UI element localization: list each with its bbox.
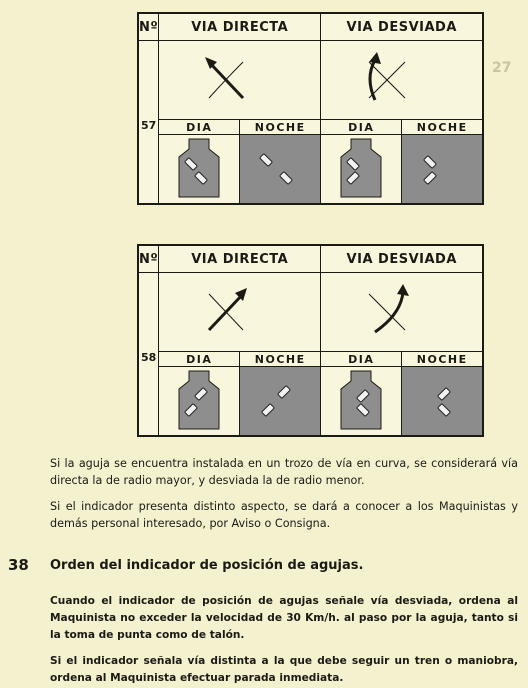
dia-label: DIA xyxy=(321,120,402,135)
via-directa-header: VIA DIRECTA xyxy=(159,245,321,273)
row-number: 57 xyxy=(140,118,157,132)
num-header: Nº xyxy=(138,245,159,273)
diagram-direct xyxy=(159,273,321,352)
row-number: 58 xyxy=(140,350,157,364)
signal-day-direct xyxy=(159,367,240,437)
diagram-diverted xyxy=(321,41,484,120)
signal-table-58 xyxy=(137,244,484,437)
signal-night-diverted xyxy=(402,367,484,437)
signal-table-57 xyxy=(137,12,484,205)
noche-label: NOCHE xyxy=(402,120,484,135)
signal-day-diverted xyxy=(321,135,402,205)
noche-label: NOCHE xyxy=(240,352,321,367)
via-desviada-header: VIA DESVIADA xyxy=(321,245,484,273)
signal-night-diverted xyxy=(402,135,484,205)
diagram-direct xyxy=(159,41,321,120)
signal-night-direct xyxy=(240,135,321,205)
noche-label: NOCHE xyxy=(402,352,484,367)
dia-label: DIA xyxy=(159,352,240,367)
ghost-page-number: 27 xyxy=(492,60,512,76)
paragraph-curve: Si la aguja se encuentra instalada en un trozo de vía en curva, se considerará vía directa la de radio mayor, y desviada la de radio menor. xyxy=(50,457,518,487)
via-directa-header: VIA DIRECTA xyxy=(159,13,321,41)
noche-label: NOCHE xyxy=(240,120,321,135)
diagram-diverted xyxy=(321,273,484,352)
dia-label: DIA xyxy=(159,120,240,135)
signal-day-diverted xyxy=(321,367,402,437)
paragraph-speed: Cuando el indicador de posición de agujas señale vía desviada, ordena al Maquinista no exceder la velocidad de 30 Km/h. al paso por la aguja, tanto si la toma de punta como de talón. xyxy=(50,595,518,641)
signal-day-direct xyxy=(159,135,240,205)
dia-label: DIA xyxy=(321,352,402,367)
num-header: Nº xyxy=(138,13,159,41)
paragraph-stop: Si el indicador señala vía distinta a la que debe seguir un tren o maniobra, ordena al Maquinista efectuar parada inmediata. xyxy=(50,655,518,684)
signal-night-direct xyxy=(240,367,321,437)
paragraph-aspect: Si el indicador presenta distinto aspecto, se dará a conocer a los Maquinistas y demás personal interesado, por Aviso o Consigna. xyxy=(50,500,518,530)
via-desviada-header: VIA DESVIADA xyxy=(321,13,484,41)
section-number: 38 xyxy=(8,556,29,574)
section-title: Orden del indicador de posición de agujas. xyxy=(50,558,364,573)
